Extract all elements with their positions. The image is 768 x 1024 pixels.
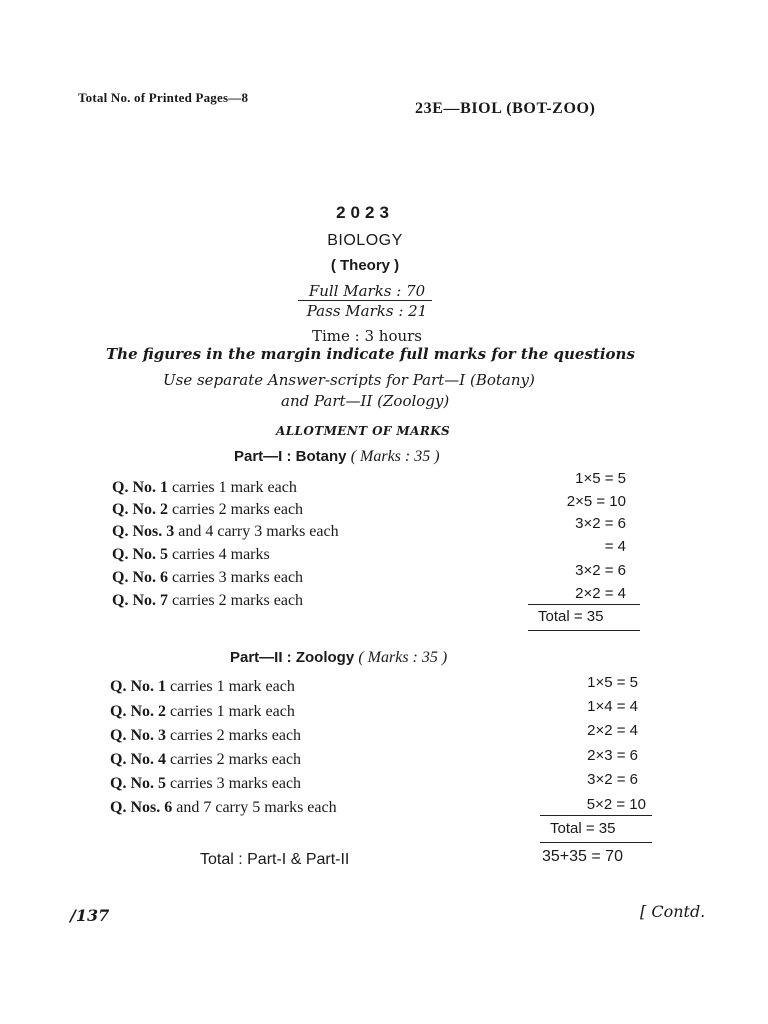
part1-row [112, 479, 297, 497]
question-marks-desc: carries 2 marks each [170, 727, 302, 744]
part1-heading [234, 448, 440, 466]
pass-marks: Pass Marks : 21 [306, 302, 428, 320]
subject-title: BIOLOGY [327, 232, 403, 249]
question-number: Q. No. 3 [110, 727, 166, 744]
part2-heading [230, 649, 447, 667]
question-marks-desc: carries 3 marks each [172, 569, 304, 586]
question-number: Q. No. 5 [110, 775, 166, 792]
part2-calc: 2×3 = 6 [587, 747, 638, 764]
part1-total: Total = 35 [538, 608, 604, 625]
part1-total-rule-bottom [528, 630, 640, 631]
question-number: Q. No. 4 [110, 751, 166, 768]
grand-total-value: 35+35 = 70 [542, 848, 623, 865]
part2-marks: ( Marks : 35 ) [358, 649, 448, 666]
exam-year: 2023 [336, 203, 394, 222]
part1-row [112, 523, 339, 541]
part2-calc: 3×2 = 6 [587, 771, 638, 788]
question-number: Q. No. 7 [112, 592, 168, 609]
question-number: Q. Nos. 6 [110, 799, 173, 816]
part1-row [112, 569, 303, 587]
part2-row [110, 703, 295, 721]
part2-total-rule-top [540, 815, 652, 816]
part2-calc: 5×2 = 10 [586, 796, 646, 813]
allotment-heading: ALLOTMENT OF MARKS [276, 424, 451, 438]
part1-marks: ( Marks : 35 ) [350, 448, 440, 465]
part2-title: Part—II : Zoology [230, 649, 355, 666]
part1-title: Part—I : Botany [234, 448, 347, 465]
question-marks-desc: carries 1 mark each [170, 678, 295, 695]
part1-calc: 1×5 = 5 [575, 470, 626, 487]
part2-calc: 2×2 = 4 [587, 722, 638, 739]
question-marks-desc: and 4 carry 3 marks each [178, 523, 339, 540]
part1-row [112, 546, 270, 564]
question-number: Q. No. 6 [112, 569, 168, 586]
question-number: Q. Nos. 3 [112, 523, 175, 540]
part1-calc: 2×2 = 4 [575, 585, 626, 602]
part2-row [110, 799, 337, 817]
part2-calc: 1×4 = 4 [587, 698, 638, 715]
question-marks-desc: carries 3 marks each [170, 775, 302, 792]
part1-calc: 3×2 = 6 [575, 515, 626, 532]
part2-row [110, 775, 301, 793]
question-marks-desc: carries 1 mark each [172, 479, 297, 496]
question-marks-desc: carries 2 marks each [172, 501, 304, 518]
question-number: Q. No. 2 [110, 703, 166, 720]
full-marks: Full Marks : 70 [308, 282, 426, 300]
marks-divider [298, 300, 432, 301]
page-code: /137 [70, 906, 110, 925]
question-marks-desc: carries 4 marks [172, 546, 270, 563]
instruction-answer-scripts: Use separate Answer-scripts for Part—I (Botany) [163, 371, 535, 389]
part1-calc: 2×5 = 10 [566, 493, 626, 510]
question-number: Q. No. 1 [110, 678, 166, 695]
exam-time: Time : 3 hours [311, 327, 423, 345]
question-marks-desc: carries 1 mark each [170, 703, 295, 720]
instruction-margin: The figures in the margin indicate full marks for the questions [106, 345, 635, 363]
part1-calc: = 4 [604, 538, 626, 555]
part1-total-rule-top [528, 604, 640, 605]
paper-code: 23E—BIOL (BOT-ZOO) [415, 100, 596, 117]
part2-calc: 1×5 = 5 [587, 674, 638, 691]
question-marks-desc: and 7 carry 5 marks each [176, 799, 337, 816]
continued-note: [ Contd. [640, 902, 706, 921]
paper-type: ( Theory ) [330, 257, 400, 274]
part2-total: Total = 35 [550, 820, 616, 837]
grand-total-label: Total : Part-I & Part-II [200, 851, 350, 868]
part1-row [112, 592, 303, 610]
part1-calc: 3×2 = 6 [575, 562, 626, 579]
question-marks-desc: carries 2 marks each [172, 592, 304, 609]
question-marks-desc: carries 2 marks each [170, 751, 302, 768]
part2-row [110, 751, 301, 769]
printed-pages-note: Total No. of Printed Pages—8 [78, 90, 249, 105]
part1-row [112, 501, 303, 519]
part2-row [110, 727, 301, 745]
part2-row [110, 678, 295, 696]
instruction-answer-scripts-cont: and Part—II (Zoology) [281, 392, 450, 410]
question-number: Q. No. 2 [112, 501, 168, 518]
question-number: Q. No. 5 [112, 546, 168, 563]
question-number: Q. No. 1 [112, 479, 168, 496]
part2-total-rule-bottom [540, 842, 652, 843]
